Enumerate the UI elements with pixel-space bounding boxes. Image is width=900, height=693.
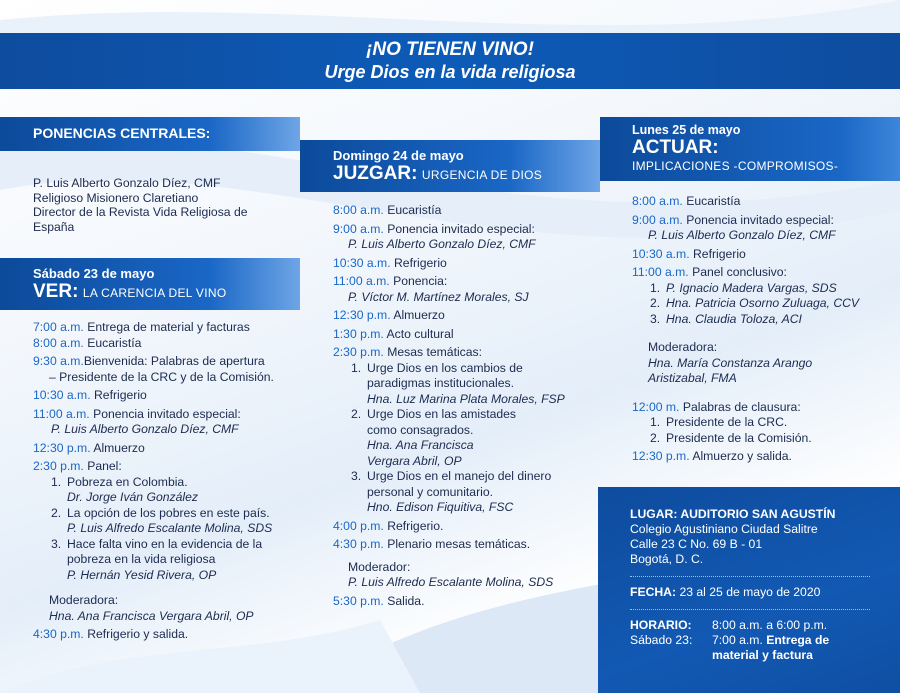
monday-bar (600, 117, 900, 181)
moderator-name: P. Luis Alfredo Escalante Molina, SDS (348, 575, 554, 589)
schedule-item-cont: – Presidente de la CRC y de la Comisión. (49, 369, 274, 384)
schedule-item: 12:30 p.m. Almuerzo y salida. (632, 449, 792, 463)
speaker-name: Hna. Ana Francisca (367, 438, 474, 452)
venue-heading: LUGAR: AUDITORIO SAN AGUSTÍN (630, 507, 836, 521)
schedule-item: 10:30 a.m. Refrigerio (33, 388, 147, 402)
ponencias-bar (0, 117, 300, 151)
saturday-subtitle: LA CARENCIA DEL VINO (82, 286, 227, 300)
speaker-name: Vergara Abril, OP (367, 453, 462, 468)
schedule-item: 8:00 a.m. Eucaristía (333, 203, 442, 217)
saturday-title: VER: (33, 281, 79, 302)
saturday-date: Sábado 23 de mayo (33, 266, 155, 281)
schedule-item: 1:30 p.m. Acto cultural (333, 326, 454, 341)
ponencias-heading: PONENCIAS CENTRALES: (33, 125, 211, 141)
schedule-item: 2:30 p.m. Mesas temáticas: (333, 345, 483, 359)
date-line: FECHA: 23 al 25 de mayo de 2020 (630, 585, 821, 599)
schedule-item: 12:30 p.m. Almuerzo (33, 440, 145, 455)
schedule-item: 7:00 a.m. Entrega de material y facturas (33, 320, 250, 334)
moderator-label: Moderador: (348, 559, 411, 574)
divider (630, 576, 870, 577)
speaker-name: P. Hernán Yesid Rivera, OP (67, 567, 217, 582)
schedule-hours: HORARIO: 8:00 a.m. a 6:00 p.m. (630, 618, 828, 632)
main-subtitle: Urge Dios en la vida religiosa (324, 62, 576, 82)
schedule-item: 8:00 a.m. Eucaristía (33, 335, 142, 350)
sunday-title: JUZGAR: (333, 163, 418, 184)
ponencias-info (33, 176, 283, 234)
closing-item: 2. Presidente de la Comisión. (650, 430, 812, 445)
schedule-item: 9:30 a.m.Bienvenida: Palabras de apertura (33, 354, 265, 368)
monday-date: Lunes 25 de mayo (632, 123, 741, 137)
event-info-box (598, 487, 900, 693)
panel-item: 2. La opción de los pobres en este país. P. Luis Alfredo Escalante Molina, SDS (51, 505, 273, 535)
venue-address: Bogotá, D. C. (630, 552, 704, 566)
monday-title: ACTUAR: (632, 137, 719, 158)
moderator-label: Moderadora: (648, 340, 718, 354)
schedule-item: 11:00 a.m. Ponencia: (333, 274, 448, 288)
monday-subtitle: IMPLICACIONES -COMPROMISOS- (632, 159, 839, 173)
speaker-name: P. Luis Alfredo Escalante Molina, SDS (67, 521, 273, 535)
saturday-bar (0, 258, 300, 310)
schedule-item: 8:00 a.m. Eucaristía (632, 194, 741, 208)
saturday-hours: Sábado 23: 7:00 a.m. Entrega de material y factura (630, 633, 830, 662)
sunday-bar (300, 140, 600, 192)
speaker-name: P. Luis Alberto Gonzalo Díez, CMF (348, 237, 536, 251)
schedule-item: 4:30 p.m. Plenario mesas temáticas. (333, 537, 531, 551)
sunday-schedule (333, 203, 595, 609)
saturday-schedule (33, 320, 295, 643)
main-title: ¡NO TIENEN VINO! (366, 39, 534, 60)
speaker-name: P. Luis Alberto Gonzalo Díez, CMF (51, 422, 239, 436)
moderator-label: Moderadora: (49, 593, 119, 607)
schedule-item: 2:30 p.m. Panel: (33, 459, 122, 473)
mesa-item: 1. Urge Dios en los cambios de paradigmas institucionales. Hna. Luz Marina Plata Morales, FSP (351, 360, 565, 406)
ponencias-line: Director de la Revista Vida Religiosa de (33, 205, 248, 219)
schedule-item: 12:00 m. Palabras de clausura: (632, 399, 801, 414)
divider (630, 609, 870, 610)
moderator-name: Hna. Ana Francisca Vergara Abril, OP (49, 608, 254, 623)
ponencias-line: P. Luis Alberto Gonzalo Díez, CMF (33, 176, 221, 190)
schedule-item: 10:30 a.m. Refrigerio (333, 255, 447, 270)
speaker-name: Dr. Jorge Iván González (67, 490, 198, 504)
mesa-item: 3. Urge Dios en el manejo del dinero personal y comunitario. Hno. Edison Fiquitiva, FSC (351, 469, 552, 514)
sunday-subtitle: URGENCIA DE DIOS (421, 168, 543, 182)
title-banner (0, 33, 900, 89)
ponencias-line: España (33, 219, 75, 234)
schedule-item: 9:00 a.m. Ponencia invitado especial: (333, 221, 535, 236)
venue-address: Colegio Agustiniano Ciudad Salitre (630, 522, 818, 536)
schedule-item: 5:30 p.m. Salida. (333, 593, 425, 608)
schedule-item: 11:00 a.m. Panel conclusivo: (632, 265, 787, 279)
moderator-name: Hna. María Constanza Arango (648, 355, 813, 370)
speaker-name: Hno. Edison Fiquitiva, FSC (367, 500, 514, 514)
panel-item: 1. P. Ignacio Madera Vargas, SDS (650, 280, 837, 295)
schedule-item: 12:30 p.m. Almuerzo (333, 308, 445, 322)
venue-address: Calle 23 C No. 69 B - 01 (630, 537, 763, 551)
monday-schedule (632, 194, 894, 465)
schedule-item: 11:00 a.m. Ponencia invitado especial: (33, 406, 241, 421)
schedule-item: 9:00 a.m. Ponencia invitado especial: (632, 212, 834, 227)
ponencias-line: Religioso Misionero Claretiano (33, 190, 199, 205)
moderator-name: Aristizabal, FMA (648, 371, 737, 385)
schedule-item: 4:30 p.m. Refrigerio y salida. (33, 627, 189, 641)
speaker-name: Hna. Luz Marina Plata Morales, FSP (367, 391, 565, 406)
closing-item: 1. Presidente de la CRC. (650, 415, 788, 429)
speaker-name: P. Víctor M. Martínez Morales, SJ (348, 289, 529, 304)
schedule-item: 4:00 p.m. Refrigerio. (333, 518, 444, 533)
schedule-item: 10:30 a.m. Refrigerio (632, 246, 746, 261)
mesa-item: 2. Urge Dios en las amistades como consagrados. Hna. Ana Francisca Vergara Abril, OP (351, 407, 517, 468)
panel-item: 3. Hna. Claudia Toloza, ACI (650, 311, 802, 326)
sunday-date: Domingo 24 de mayo (333, 148, 464, 163)
speaker-name: P. Luis Alberto Gonzalo Díez, CMF (648, 228, 836, 242)
panel-item: 3. Hace falta vino en la evidencia de la pobreza en la vida religiosa P. Hernán Yesid Rivera, OP (51, 536, 263, 582)
panel-item: 2. Hna. Patricia Osorno Zuluaga, CCV (650, 296, 860, 310)
panel-item: 1. Pobreza en Colombia. Dr. Jorge Iván González (51, 474, 198, 504)
